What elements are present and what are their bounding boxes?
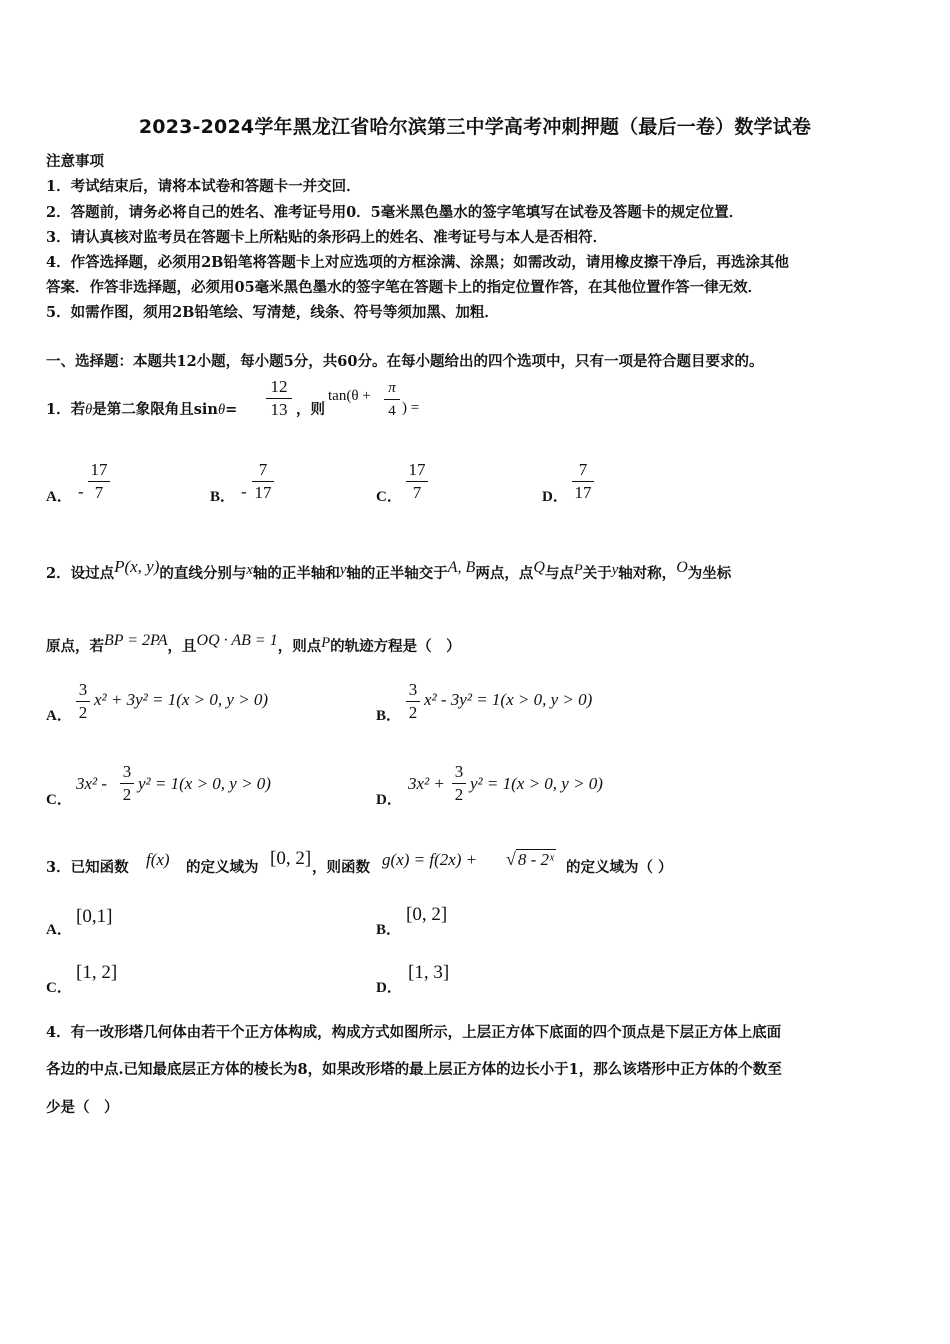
note-item: 3．请认真核对监考员在答题卡上所粘贴的条形码上的姓名、准考证号与本人是否相符．	[46, 229, 608, 246]
q2-point-p: P(x, y)	[114, 557, 160, 576]
q1-option-c-label[interactable]: C．	[376, 489, 402, 505]
q1-option-a-value[interactable]: 17 7	[88, 460, 110, 503]
q2-option-d-label[interactable]: D．	[376, 792, 402, 808]
note-item: 2．答题前，请务必将自己的姓名、准考证号用0．5毫米黑色墨水的签字笔填写在试卷及答题卡的规定位置．	[46, 204, 744, 221]
q1-pi: π	[388, 380, 396, 396]
q2-option-b-expr[interactable]: x² - 3y² = 1(x > 0, y > 0)	[424, 690, 593, 709]
q1-option-d-value[interactable]: 7 17	[572, 460, 594, 503]
q2-option-c-fraction: 3 2	[120, 762, 134, 805]
q3-option-b-value[interactable]: [0, 2]	[406, 904, 448, 925]
q1-mid: 是第二象限角且sin	[92, 401, 218, 418]
q1-option-c-value[interactable]: 17 7	[406, 460, 428, 503]
q2-option-c-label[interactable]: C．	[46, 792, 72, 808]
q3-suffix: 的定义域为（ ）	[566, 859, 673, 876]
q3-option-d-label[interactable]: D．	[376, 980, 402, 996]
q1-num: 12	[270, 377, 288, 396]
q1-option-a-sign: -	[78, 482, 84, 501]
q3-function-f: f(x)	[146, 850, 170, 869]
q1-option-d-label[interactable]: D．	[542, 489, 568, 505]
q3-domain-text: 的定义域为	[186, 859, 259, 876]
q3-option-b-label[interactable]: B．	[376, 922, 402, 938]
q1-eq: =	[225, 401, 238, 418]
note-item: 4．作答选择题，必须用2B铅笔将答题卡上对应选项的方框涂满、涂黑；如需改动，请用橡皮擦干净后，再选涂其他	[46, 254, 789, 271]
note-item: 1．考试结束后，请将本试卷和答题卡一并交回．	[46, 178, 361, 195]
q1-option-b-label[interactable]: B．	[210, 489, 236, 505]
q1-close: ) =	[402, 400, 420, 416]
q1-option-a-label[interactable]: A．	[46, 489, 72, 505]
q1-then: ，则	[296, 401, 325, 418]
q2-option-a-expr[interactable]: x² + 3y² = 1(x > 0, y > 0)	[94, 690, 269, 709]
q1-option-b-sign: -	[241, 482, 247, 501]
q3-function-g: g(x) = f(2x) +	[382, 850, 478, 869]
q3-option-c-label[interactable]: C．	[46, 980, 72, 996]
q2-option-a-fraction: 3 2	[76, 680, 90, 723]
notes-heading: 注意事项	[46, 153, 104, 170]
q1-prefix: 1．若	[46, 401, 86, 418]
q3-prefix: 3．已知函数	[46, 859, 129, 876]
q2-option-b-label[interactable]: B．	[376, 708, 402, 724]
q4-line: 各边的中点.已知最底层正方体的棱长为8，如果改形塔的最上层正方体的边长小于1，那么该塔形中正方体的个数至	[46, 1061, 782, 1078]
q2-option-d-fraction: 3 2	[452, 762, 466, 805]
exam-title: 2023-2024学年黑龙江省哈尔滨第三中学高考冲刺押题（最后一卷）数学试卷	[138, 116, 812, 138]
q2-option-c-pre: 3x² -	[76, 774, 108, 793]
q1-option-b-value[interactable]: 7 17	[252, 460, 274, 503]
q1-theta: θ	[85, 402, 93, 418]
q3-option-c-value[interactable]: [1, 2]	[76, 962, 118, 983]
q3-sqrt-body: 8 - 2ˣ	[517, 850, 554, 869]
q4-line: 4．有一改形塔几何体由若干个正方体构成，构成方式如图所示，上层正方体下底面的四个顶点是下层正方体上底面	[46, 1024, 782, 1041]
q2-option-c-expr[interactable]: y² = 1(x > 0, y > 0)	[138, 774, 271, 793]
q4-line: 少是（ ）	[46, 1099, 119, 1116]
q2-option-b-fraction: 3 2	[406, 680, 420, 723]
q3-then: ，则函数	[312, 859, 370, 876]
q3-option-a-value[interactable]: [0,1]	[76, 906, 113, 927]
note-item: 答案．作答非选择题，必须用05毫米黑色墨水的签字笔在答题卡上的指定位置作答，在其他位置作答一律无效．	[46, 279, 763, 296]
q1-pi-fraction	[384, 378, 400, 421]
q2-option-d-expr[interactable]: y² = 1(x > 0, y > 0)	[470, 774, 603, 793]
q3-option-d-value[interactable]: [1, 3]	[408, 962, 450, 983]
q2-line-2: 原点，若BP = 2PA，且OQ · AB = 1，则点P的轨迹方程是（ ）	[46, 632, 461, 655]
q2-option-a-label[interactable]: A．	[46, 708, 72, 724]
q3-option-a-label[interactable]: A．	[46, 922, 72, 938]
q1-den: 13	[270, 400, 288, 419]
q2-line-1: 2．设过点P(x, y)的直线分别与x轴的正半轴和y轴的正半轴交于A, B两点，点Q与点P关于y轴对称，O为坐标	[46, 557, 732, 582]
q1-tan: tan(θ +	[328, 388, 371, 404]
q1-four: 4	[388, 403, 396, 419]
q1-theta-2: θ	[217, 402, 226, 418]
section-heading: 一、选择题：本题共12小题，每小题5分，共60分。在每小题给出的四个选项中，只有一项是符合题目要求的。	[46, 353, 764, 370]
q3-sqrt: √ 8 - 2ˣ	[506, 849, 554, 869]
q2-option-d-pre: 3x² +	[408, 774, 445, 793]
q3-domain: [0, 2]	[270, 848, 312, 869]
note-item: 5．如需作图，须用2B铅笔绘、写清楚，线条、符号等须加黑、加粗．	[46, 304, 499, 321]
q1-sin-fraction	[266, 377, 292, 420]
